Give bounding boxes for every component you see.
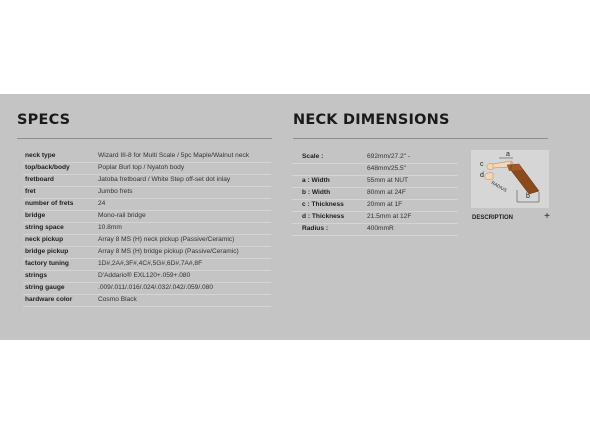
spec-value: D'Addario® EXL120+.059+.080 — [98, 272, 191, 279]
neck-label: d : Thickness — [302, 213, 345, 220]
spec-value: Cosmo Black — [98, 296, 137, 303]
spec-label: factory tuning — [25, 260, 69, 267]
spec-value: 1D#,2A#,3F#,4C#,5G#,6D#,7A#,8F — [98, 260, 203, 267]
description-label: DESCRIPTION — [472, 215, 514, 221]
spec-value: .009/.011/.016/.024/.032/.042/.059/.080 — [98, 284, 214, 291]
diagram-label-b: b — [526, 193, 530, 200]
neck-label: c : Thickness — [302, 201, 344, 208]
spec-label: number of frets — [25, 200, 74, 207]
neck-diagram — [471, 150, 549, 208]
diagram-label-c: c — [480, 161, 484, 168]
spec-value: Jumbo frets — [98, 188, 133, 195]
spec-label: bridge pickup — [25, 248, 69, 255]
spec-value: 10.8mm — [98, 224, 122, 231]
neck-label: Radius : — [302, 225, 329, 232]
spec-value: 24 — [98, 200, 106, 207]
expand-plus-icon[interactable]: + — [544, 211, 550, 222]
neck-label: b : Width — [302, 189, 331, 196]
neck-value: 55mm at NUT — [367, 177, 409, 184]
diagram-label-d: d — [480, 172, 484, 179]
specs-divider — [17, 138, 272, 139]
spec-row — [23, 294, 271, 307]
spec-value: Array 8 MS (H) bridge pickup (Passive/Ceramic) — [98, 248, 239, 255]
spec-label: string space — [25, 224, 64, 231]
neck-value: 21.5mm at 12F — [367, 213, 412, 220]
spec-value: Mono-rail bridge — [98, 212, 146, 219]
neck-label: a : Width — [302, 177, 330, 184]
spec-label: hardware color — [25, 296, 73, 303]
neck-value: 80mm at 24F — [367, 189, 406, 196]
neck-diagram-illustration — [471, 150, 549, 208]
spec-label: neck pickup — [25, 236, 64, 243]
spec-value: Array 8 MS (H) neck pickup (Passive/Ceramic) — [98, 236, 235, 243]
neck-value: 648mm/25.5" — [367, 165, 406, 172]
description-toggle[interactable] — [472, 213, 550, 223]
neck-value: 400mmR — [367, 225, 394, 232]
specs-title: SPECS — [17, 112, 71, 128]
spec-label: fretboard — [25, 176, 54, 183]
spec-label: bridge — [25, 212, 46, 219]
spec-label: strings — [25, 272, 47, 279]
neck-dimensions-divider — [293, 138, 548, 139]
diagram-label-a: a — [506, 151, 510, 158]
neck-row — [292, 223, 458, 236]
spec-value: Wizard III-8 for Multi Scale / 5pc Maple/Walnut neck — [98, 152, 250, 159]
neck-dimensions-title: NECK DIMENSIONS — [293, 112, 450, 128]
diagram-label-radius: RADIUS — [490, 180, 508, 193]
spec-value: Poplar Burl top / Nyatoh body — [98, 164, 185, 171]
neck-label: Scale : — [302, 153, 324, 160]
spec-label: fret — [25, 188, 36, 195]
neck-value: 692mm/27.2" - — [367, 153, 411, 160]
spec-label: neck type — [25, 152, 56, 159]
spec-value: Jatoba fretboard / White Step off-set dot inlay — [98, 176, 231, 183]
spec-label: top/back/body — [25, 164, 70, 171]
spec-label: string gauge — [25, 284, 65, 291]
neck-value: 20mm at 1F — [367, 201, 403, 208]
